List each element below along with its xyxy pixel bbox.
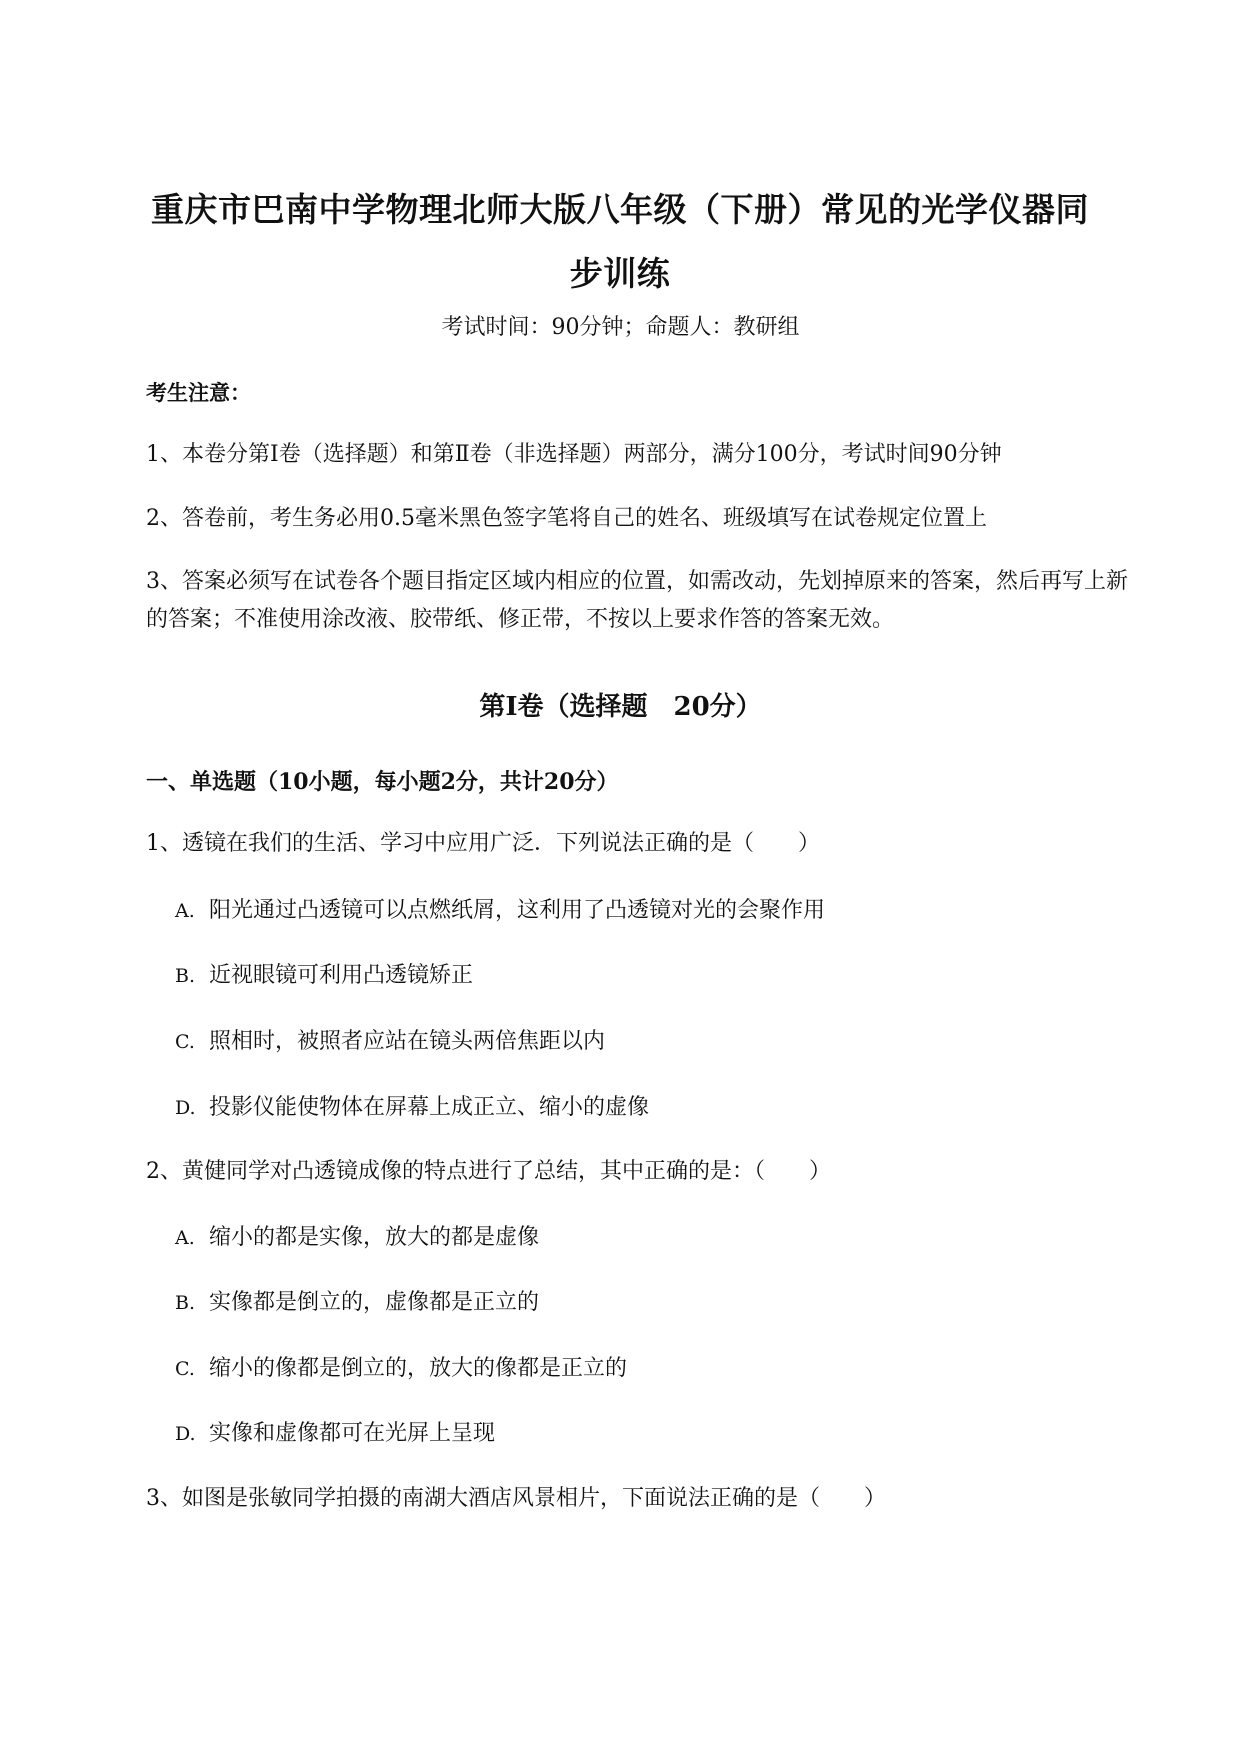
- option-c: [175, 1024, 1075, 1055]
- option-text: 照相时，被照者应站在镜头两倍焦距以内: [209, 1029, 606, 1054]
- notice-heading: 考生注意：: [146, 380, 251, 405]
- option-letter: D.: [175, 1423, 196, 1445]
- notice-item: 3、答案必须写在试卷各个题目指定区域内相应的位置，如需改动，先划掉原来的答案，然后再写上新的答案；不准使用涂改液、胶带纸、修正带，不按以上要求作答的答案无效。: [146, 569, 1129, 632]
- option-letter: C.: [175, 1031, 195, 1053]
- option-text: 实像和虚像都可在光屏上呈现: [209, 1421, 496, 1446]
- option-text: 实像都是倒立的，虚像都是正立的: [209, 1290, 540, 1315]
- option-letter: A.: [175, 1227, 195, 1249]
- option-c: [175, 1351, 1075, 1382]
- option-text: 缩小的像都是倒立的，放大的像都是正立的: [209, 1356, 628, 1381]
- part-heading: 一、单选题（10小题，每小题2分，共计20分）: [146, 769, 619, 795]
- notice-item: 1、本卷分第Ⅰ卷（选择题）和第Ⅱ卷（非选择题）两部分，满分100分，考试时间90分钟: [146, 442, 1002, 467]
- document-title: 重庆市巴南中学物理北师大版八年级（下册）常见的光学仪器同步训练: [151, 190, 1089, 293]
- option-letter: C.: [175, 1358, 195, 1380]
- section-title: 第Ⅰ卷（选择题 20分）: [479, 692, 762, 722]
- option-b: [175, 958, 1075, 989]
- option-d: [175, 1416, 1075, 1447]
- option-a: [175, 1220, 1075, 1251]
- exam-info: 考试时间：90分钟；命题人：教研组: [441, 315, 800, 340]
- option-text: 近视眼镜可利用凸透镜矫正: [209, 963, 474, 988]
- option-letter: D.: [175, 1097, 196, 1119]
- option-letter: A.: [175, 900, 195, 922]
- option-letter: B.: [175, 1292, 196, 1314]
- notice-item: 2、答卷前，考生务必用0.5毫米黑色签字笔将自己的姓名、班级填写在试卷规定位置上: [146, 506, 987, 531]
- question-stem: 3、如图是张敏同学拍摄的南湖大酒店风景相片，下面说法正确的是（ ）: [146, 1486, 886, 1511]
- option-text: 缩小的都是实像，放大的都是虚像: [209, 1225, 540, 1250]
- question-stem: 2、黄健同学对凸透镜成像的特点进行了总结，其中正确的是：（ ）: [146, 1159, 831, 1184]
- option-text: 投影仪能使物体在屏幕上成正立、缩小的虚像: [209, 1095, 650, 1120]
- option-a: [175, 893, 1075, 924]
- option-d: [175, 1090, 1075, 1121]
- question-stem: 1、透镜在我们的生活、学习中应用广泛．下列说法正确的是（ ）: [146, 831, 820, 856]
- option-b: [175, 1285, 1075, 1316]
- option-letter: B.: [175, 965, 196, 987]
- option-text: 阳光通过凸透镜可以点燃纸屑，这利用了凸透镜对光的会聚作用: [209, 898, 826, 923]
